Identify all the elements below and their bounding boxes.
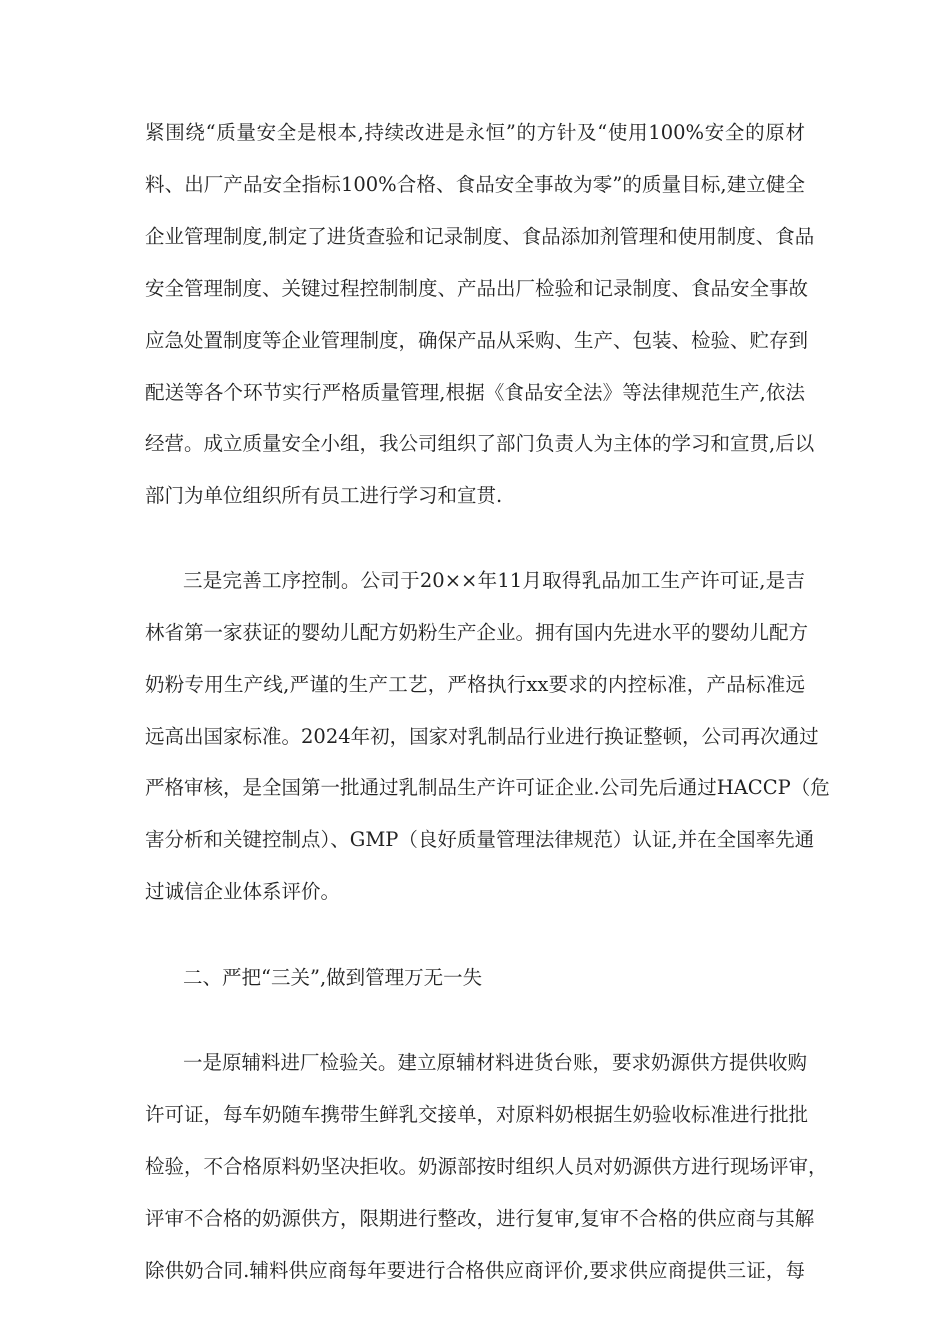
paragraph-line: 严格审核，是全国第一批通过乳制品生产许可证企业.公司先后通过HACCP（危 [145, 776, 830, 799]
paragraph-line: 许可证，每车奶随车携带生鲜乳交接单，对原料奶根据生奶验收标准进行批批 [145, 1103, 809, 1126]
paragraph-line: 害分析和关键控制点）、GMP（良好质量管理法律规范）认证,并在全国率先通 [145, 828, 815, 851]
paragraph-line: 林省第一家获证的婴幼儿配方奶粉生产企业。拥有国内先进水平的婴幼儿配方 [145, 621, 809, 644]
paragraph-line: 部门为单位组织所有员工进行学习和宣贯. [145, 484, 503, 507]
paragraph-line: 评审不合格的奶源供方，限期进行整改，进行复审,复审不合格的供应商与其解 [145, 1207, 815, 1230]
paragraph-line: 紧围绕“质量安全是根本,持续改进是永恒”的方针及“使用100%安全的原材 [145, 121, 805, 144]
paragraph-line: 过诚信企业体系评价。 [145, 880, 341, 903]
paragraph-line: 除供奶合同.辅料供应商每年要进行合格供应商评价,要求供应商提供三证，每 [145, 1259, 805, 1282]
paragraph-line: 一是原辅料进厂检验关。建立原辅材料进货台账，要求奶源供方提供收购 [183, 1051, 808, 1074]
paragraph-line: 远高出国家标准。2024年初，国家对乳制品行业进行换证整顿，公司再次通过 [145, 725, 819, 748]
paragraph-line: 企业管理制度,制定了进货查验和记录制度、食品添加剂管理和使用制度、食品 [145, 225, 815, 248]
section-heading: 二、严把“三关”,做到管理万无一失 [183, 966, 483, 989]
paragraph-line: 安全管理制度、关键过程控制制度、产品出厂检验和记录制度、食品安全事故 [145, 277, 809, 300]
paragraph-line: 三是完善工序控制。公司于20××年11月取得乳品加工生产许可证,是吉 [183, 569, 805, 592]
paragraph-line: 配送等各个环节实行严格质量管理,根据《食品安全法》等法律规范生产,依法 [145, 381, 805, 404]
paragraph-line: 检验，不合格原料奶坚决拒收。奶源部按时组织人员对奶源供方进行现场评审， [145, 1155, 828, 1178]
paragraph-line: 经营。成立质量安全小组，我公司组织了部门负责人为主体的学习和宣贯,后以 [145, 432, 815, 455]
paragraph-line: 奶粉专用生产线,严谨的生产工艺，严格执行xx要求的内控标准，产品标准远 [145, 673, 805, 696]
paragraph-line: 应急处置制度等企业管理制度，确保产品从采购、生产、包装、检验、贮存到 [145, 329, 809, 352]
paragraph-line: 料、出厂产品安全指标100%合格、食品安全事故为零”的质量目标,建立健全 [145, 173, 805, 196]
